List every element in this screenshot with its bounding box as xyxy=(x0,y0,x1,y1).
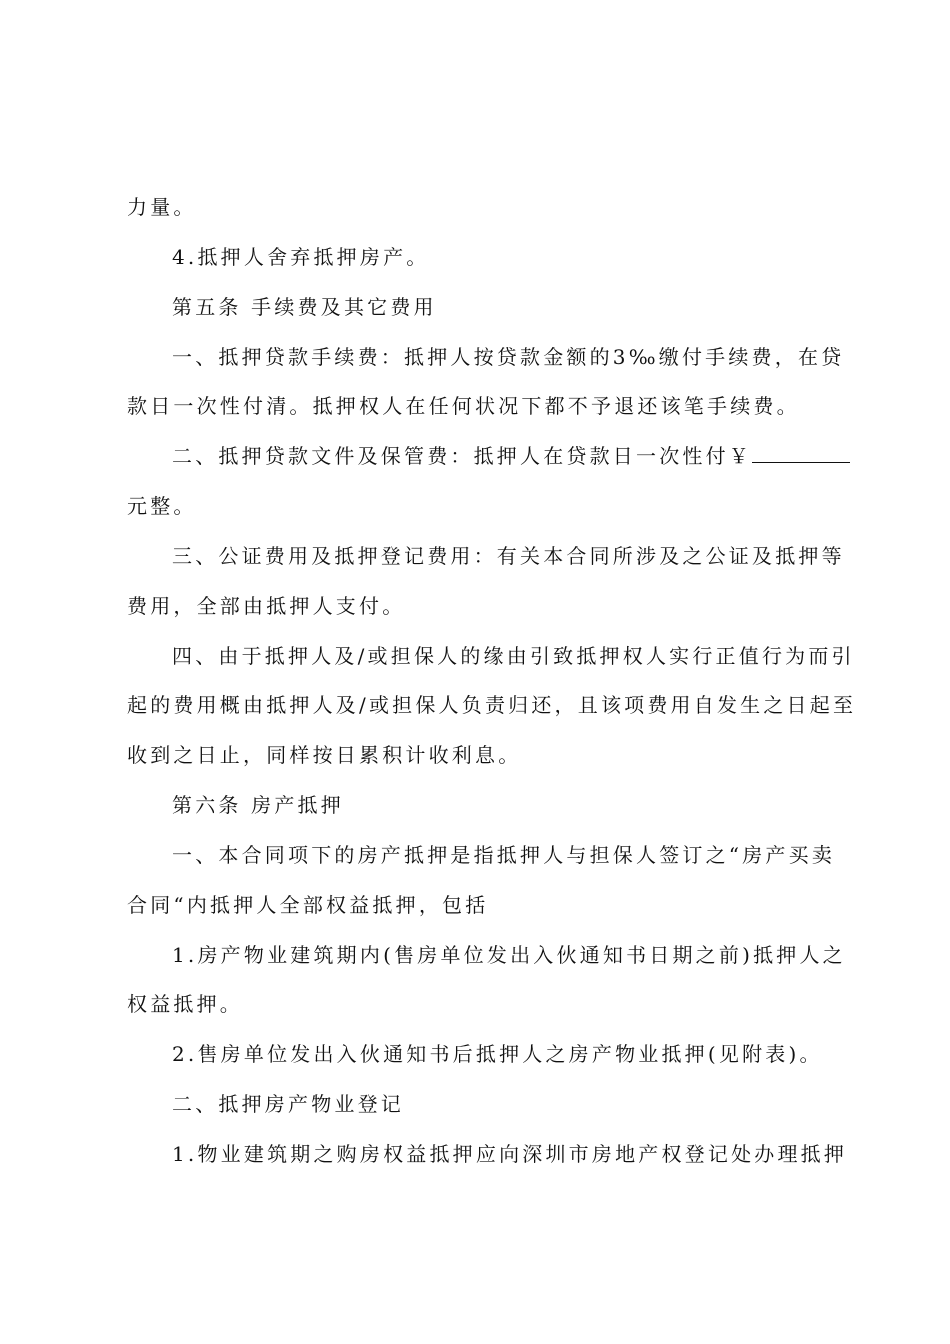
list-item: 1.房产物业建筑期内(售房单位发出入伙通知书日期之前)抵押人之 xyxy=(172,943,846,967)
paragraph-line: 起的费用概由抵押人及/或担保人负责归还，且该项费用自发生之日起至 xyxy=(127,693,857,717)
list-item: 2.售房单位发出入伙通知书后抵押人之房产物业抵押(见附表)。 xyxy=(172,1042,823,1066)
paragraph-line: 款日一次性付清。抵押权人在任何状况下都不予退还该笔手续费。 xyxy=(127,394,800,418)
amount-blank xyxy=(752,444,850,463)
paragraph-line: 力量。 xyxy=(127,195,197,219)
list-item: 4.抵押人舍弃抵押房产。 xyxy=(172,245,430,269)
paragraph-line: 一、抵押贷款手续费：抵押人按贷款金额的3‰缴付手续费，在贷 xyxy=(172,345,845,369)
paragraph-line: 元整。 xyxy=(127,494,197,518)
paragraph-line: 三、公证费用及抵押登记费用：有关本合同所涉及之公证及抵押等 xyxy=(172,544,845,568)
fee-text: 二、抵押贷款文件及保管费：抵押人在贷款日一次性付￥ xyxy=(172,444,752,468)
paragraph-line xyxy=(172,442,831,470)
paragraph-line: 收到之日止，同样按日累积计收利息。 xyxy=(127,743,522,767)
paragraph-line: 权益抵押。 xyxy=(127,992,243,1016)
paragraph-line: 费用，全部由抵押人支付。 xyxy=(127,594,406,618)
paragraph-line: 一、本合同项下的房产抵押是指抵押人与担保人签订之“房产买卖 xyxy=(172,843,836,867)
paragraph-line: 四、由于抵押人及/或担保人的缘由引致抵押权人实行正值行为而引 xyxy=(172,644,855,668)
section-heading: 第六条 房产抵押 xyxy=(172,793,344,817)
section-heading: 第五条 手续费及其它费用 xyxy=(172,295,437,319)
paragraph-line: 合同“内抵押人全部权益抵押，包括 xyxy=(127,893,489,917)
list-item: 1.物业建筑期之购房权益抵押应向深圳市房地产权登记处办理抵押 xyxy=(172,1142,848,1166)
subsection-heading: 二、抵押房产物业登记 xyxy=(172,1092,404,1116)
